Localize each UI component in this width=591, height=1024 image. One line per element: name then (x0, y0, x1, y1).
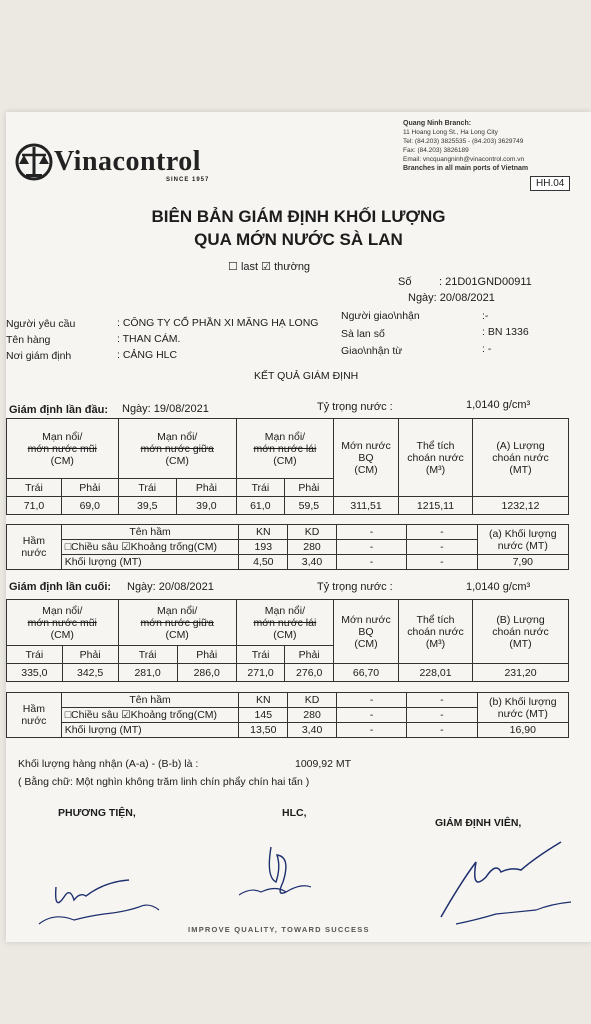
dash-cell: - (336, 693, 406, 708)
dash-cell: - (407, 723, 477, 738)
branch-line: Fax: (84.203) 3826189 (403, 147, 469, 154)
value-cell: 13,50 (239, 723, 288, 738)
total-value: 1009,92 MT (295, 758, 352, 770)
last-survey-date: Ngày: 20/08/2021 (127, 581, 214, 593)
first-survey-date: Ngày: 19/08/2021 (122, 403, 209, 415)
location: : CẢNG HLC (117, 349, 178, 361)
dash-cell: - (336, 525, 406, 540)
doc-number: : 21D01GND00911 (439, 276, 532, 288)
signatory-hlc: HLC, (282, 807, 307, 819)
last-survey-label: Giám định lần cuối: (9, 581, 112, 593)
kn-header: KN (239, 693, 288, 708)
header-stern: Mạn nổi/ mớn nước lái (CM) (236, 419, 333, 479)
depth-space-row: □Chiều sâu ☑Khoảng trống(CM) (61, 708, 239, 723)
dash-cell: - (336, 555, 406, 570)
branch-info (403, 119, 528, 173)
value-cell: 1232,12 (473, 497, 569, 515)
value-cell: 228,01 (399, 664, 473, 682)
value-cell: 231,20 (473, 664, 569, 682)
col-right: Phải (284, 479, 333, 497)
first-density-label: Tỷ trọng nước : (317, 401, 393, 413)
mass-row: Khối lượng (MT) (61, 555, 239, 570)
doc-number-label: Số (398, 276, 412, 288)
header-mid: Mạn nổi/ mớn nước giữa (CM) (118, 419, 236, 479)
deliverer: :- (482, 310, 489, 322)
signatory-surveyor: GIÁM ĐỊNH VIÊN, (435, 817, 522, 829)
last-draft-table (6, 599, 569, 682)
col-right: Phải (62, 646, 118, 664)
ballast-b-label: (b) Khối lượng nước (MT) (477, 693, 568, 723)
value-cell: 61,0 (236, 497, 284, 515)
total-in-words: ( Bằng chữ: Một nghìn không trăm linh chín phẩy chín hai tấn ) (18, 776, 310, 788)
document-title: BIÊN BẢN GIÁM ĐỊNH KHỐI LƯỢNG (151, 207, 446, 226)
first-ballast-table (6, 524, 569, 570)
branch-line: 11 Hoang Long St., Ha Long City (403, 129, 498, 136)
dash-cell: - (407, 708, 477, 723)
doc-date: Ngày: 20/08/2021 (408, 292, 495, 304)
form-code: HH.04 (530, 176, 570, 191)
col-right: Phải (176, 479, 236, 497)
location-label: Nơi giám định (6, 350, 72, 362)
ballast-label: Hầm nước (7, 693, 62, 738)
tank-name-header: Tên hầm (61, 525, 239, 540)
branch-line: Email: vncquangninh@vinacontrol.com.vn (403, 156, 525, 163)
value-cell: 280 (288, 708, 337, 723)
col-right: Phải (285, 646, 334, 664)
kn-header: KN (239, 525, 288, 540)
value-cell: 4,50 (239, 555, 288, 570)
value-cell: 69,0 (62, 497, 119, 515)
value-cell: 3,40 (288, 555, 337, 570)
signature-surveyor (426, 832, 586, 932)
value-cell: 280 (288, 540, 337, 555)
from: : - (482, 343, 492, 355)
scales-icon (14, 142, 54, 182)
barge-label: Sà lan số (341, 328, 385, 340)
header-mean-draft: Mớn nước BQ (CM) (334, 600, 399, 664)
branch-line: Branches in all main ports of Vietnam (403, 165, 529, 172)
header-stern: Mạn nổi/ mớn nước lái (CM) (236, 600, 333, 646)
requester: : CÔNG TY CỔ PHẦN XI MĂNG HẠ LONG (117, 317, 319, 329)
value-cell: 286,0 (177, 664, 236, 682)
checkbox-empty-icon[interactable]: ☐ (228, 261, 238, 273)
ballast-a-label: (a) Khối lượng nước (MT) (477, 525, 568, 555)
value-cell: 193 (239, 540, 288, 555)
header-displacement-b: (B) Lượng choán nước (MT) (473, 600, 569, 664)
dash-cell: - (407, 540, 477, 555)
header-bow: Mạn nổi/ mớn nước mũi (CM) (7, 419, 119, 479)
dash-cell: - (407, 555, 477, 570)
first-density: 1,0140 g/cm³ (466, 399, 531, 411)
dash-cell: - (407, 693, 477, 708)
value-cell: 281,0 (118, 664, 177, 682)
col-right: Phải (62, 479, 119, 497)
dash-cell: - (336, 723, 406, 738)
depth-space-row: □Chiều sâu ☑Khoảng trống(CM) (61, 540, 239, 555)
tank-name-header: Tên hầm (61, 693, 239, 708)
header-displacement-a: (A) Lượng choán nước (MT) (473, 419, 569, 497)
deliverer-label: Người giao\nhận (341, 310, 420, 322)
dash-cell: - (407, 525, 477, 540)
value-cell: 71,0 (7, 497, 62, 515)
signature-vessel (34, 852, 184, 932)
ballast-b-value: 16,90 (477, 723, 568, 738)
value-cell: 342,5 (62, 664, 118, 682)
branch-title: Quang Ninh Branch: (403, 120, 472, 127)
goods-label: Tên hàng (6, 334, 51, 346)
value-cell: 335,0 (7, 664, 63, 682)
barge: : BN 1336 (482, 326, 529, 338)
from-label: Giao\nhận từ (341, 345, 403, 357)
dash-cell: - (336, 708, 406, 723)
value-cell: 3,40 (288, 723, 337, 738)
signature-hlc (231, 837, 331, 917)
vinacontrol-logo (14, 142, 210, 183)
col-right: Phải (177, 646, 236, 664)
col-left: Trái (7, 479, 62, 497)
document-page (6, 112, 591, 942)
ballast-a-value: 7,90 (477, 555, 568, 570)
signatory-vessel: PHƯƠNG TIỆN, (58, 807, 136, 819)
value-cell: 271,0 (236, 664, 285, 682)
option-last: last (240, 261, 259, 273)
checkbox-checked-icon[interactable]: ☑ (261, 261, 271, 273)
value-cell: 145 (239, 708, 288, 723)
value-cell: 66,70 (334, 664, 399, 682)
col-left: Trái (7, 646, 63, 664)
dash-cell: - (336, 540, 406, 555)
last-density: 1,0140 g/cm³ (466, 581, 531, 593)
total-label: Khối lượng hàng nhận (A-a) - (B-b) là : (18, 758, 199, 770)
value-cell: 59,5 (284, 497, 333, 515)
last-ballast-table (6, 692, 569, 738)
value-cell: 311,51 (334, 497, 399, 515)
header-mean-draft: Mớn nước BQ (CM) (334, 419, 399, 497)
branch-line: Tel: (84.203) 3825535 - (84.203) 3629749 (403, 138, 524, 145)
kd-header: KD (288, 525, 337, 540)
header-mid: Mạn nổi/ mớn nước giữa (CM) (118, 600, 236, 646)
value-cell: 1215,11 (399, 497, 473, 515)
logo-text: Vinacontrol (54, 146, 202, 177)
header-volume: Thể tích choán nước (M³) (399, 419, 473, 497)
result-title: KẾT QUẢ GIÁM ĐỊNH (254, 370, 359, 382)
col-left: Trái (236, 479, 284, 497)
header-volume: Thể tích choán nước (M³) (399, 600, 473, 664)
header-bow: Mạn nổi/ mớn nước mũi (CM) (7, 600, 119, 646)
value-cell: 39,0 (176, 497, 236, 515)
col-left: Trái (118, 479, 176, 497)
type-options (228, 260, 310, 273)
logo-since: SINCE 1957 (166, 177, 210, 183)
mass-row: Khối lượng (MT) (61, 723, 239, 738)
ballast-label: Hầm nước (7, 525, 62, 570)
option-thuong: thường (274, 261, 311, 273)
col-left: Trái (118, 646, 177, 664)
value-cell: 39,5 (118, 497, 176, 515)
value-cell: 276,0 (285, 664, 334, 682)
last-density-label: Tỷ trọng nước : (317, 581, 393, 593)
col-left: Trái (236, 646, 285, 664)
first-survey-label: Giám định lần đầu: (9, 404, 109, 416)
goods: : THAN CÁM. (117, 333, 181, 345)
kd-header: KD (288, 693, 337, 708)
requester-label: Người yêu cầu (6, 318, 76, 330)
footer-slogan: IMPROVE QUALITY, TOWARD SUCCESS (188, 925, 370, 934)
first-draft-table (6, 418, 569, 515)
document-subtitle: QUA MỚN NƯỚC SÀ LAN (194, 230, 403, 249)
